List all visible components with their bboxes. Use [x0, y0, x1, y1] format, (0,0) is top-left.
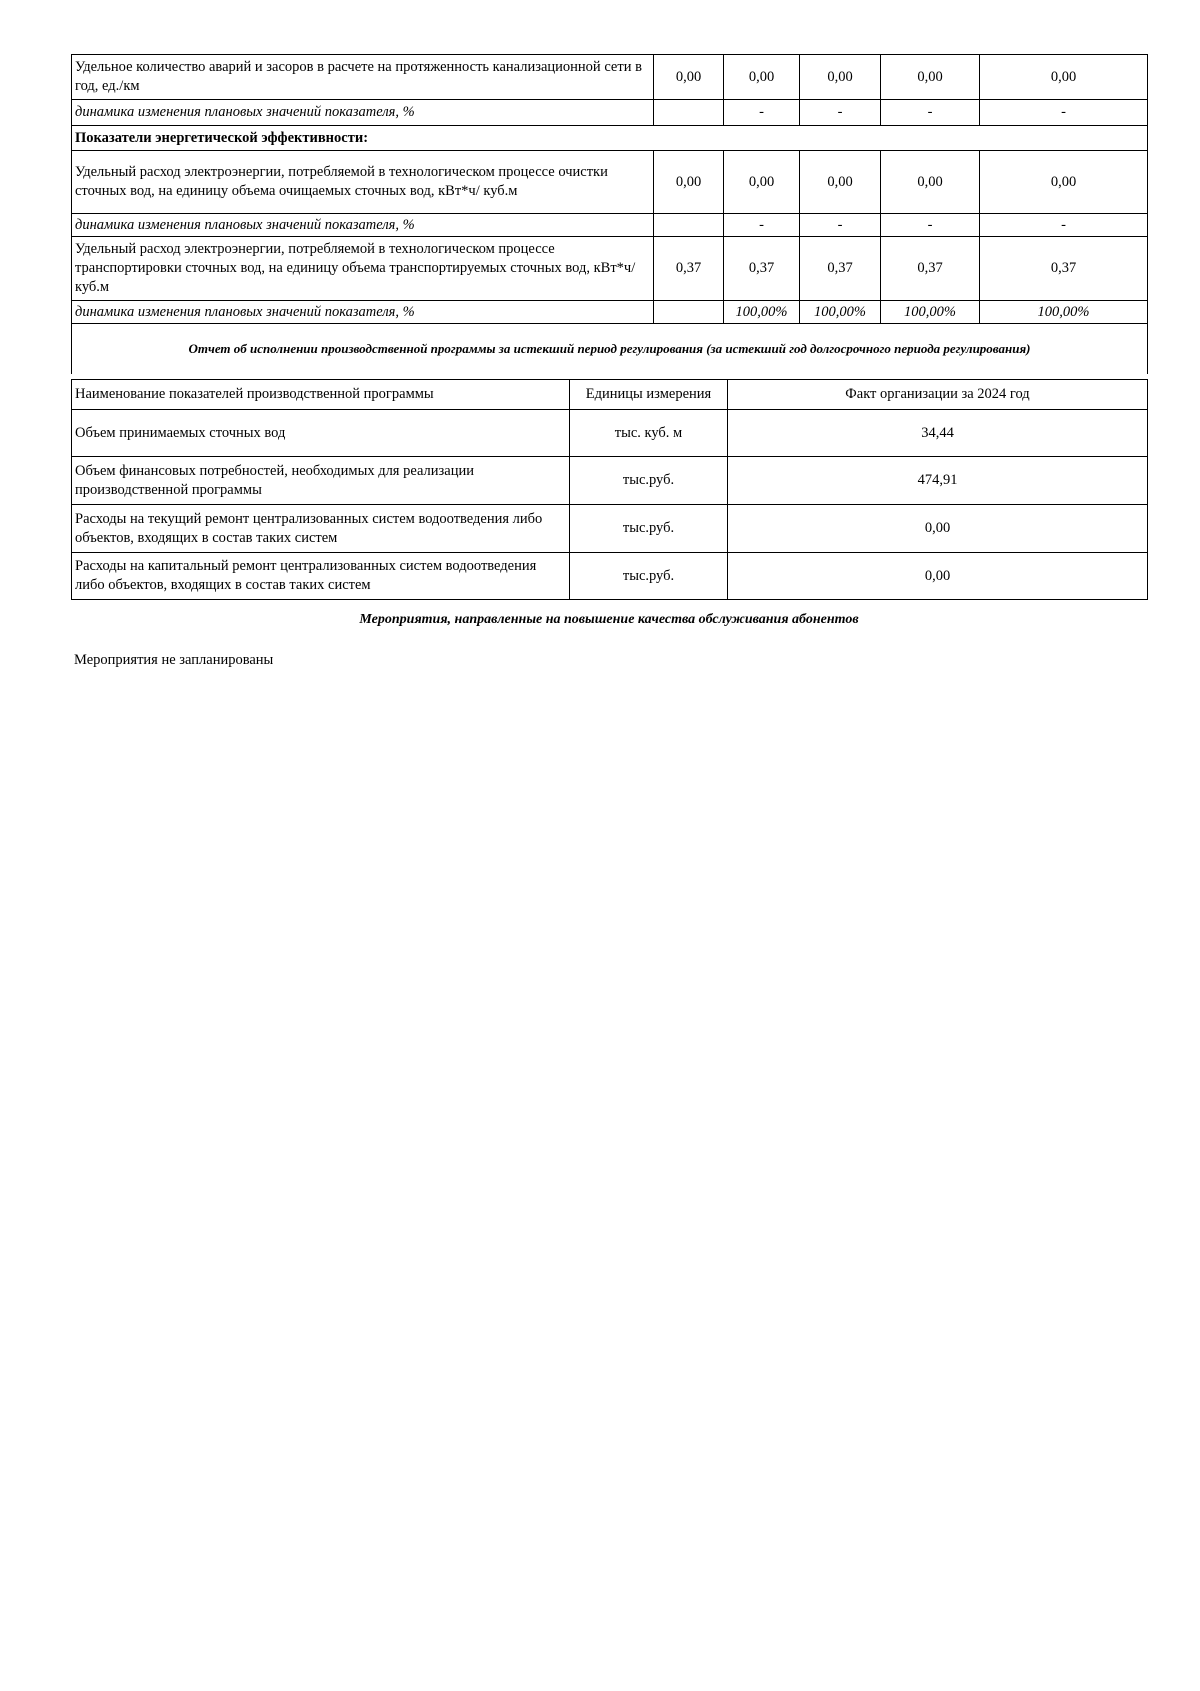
report-name: Объем финансовых потребностей, необходимых для реализации производственной программы	[72, 457, 570, 505]
dynamics-value: -	[881, 214, 980, 237]
report-table	[71, 379, 1148, 600]
indicator-value: 0,00	[980, 55, 1148, 100]
dynamics-value: -	[980, 100, 1148, 126]
table-row	[72, 151, 1148, 214]
table-row	[72, 214, 1148, 237]
dynamics-value	[654, 301, 724, 324]
section-heading: Показатели энергетической эффективности:	[72, 126, 1148, 151]
table-header-row	[72, 380, 1148, 410]
table-row	[72, 100, 1148, 126]
dynamics-value: 100,00%	[881, 301, 980, 324]
table-row	[72, 457, 1148, 505]
header-unit: Единицы измерения	[570, 380, 728, 410]
report-fact: 0,00	[728, 505, 1148, 553]
report-name: Расходы на капитальный ремонт централизованных систем водоотведения либо объектов, входящих в состав таких систем	[72, 553, 570, 600]
dynamics-value: 100,00%	[724, 301, 800, 324]
indicator-value: 0,37	[980, 237, 1148, 301]
dynamics-value: -	[980, 214, 1148, 237]
table-row	[72, 410, 1148, 457]
table-row	[72, 237, 1148, 301]
indicator-label: Удельный расход электроэнергии, потребляемой в технологическом процессе транспортировки сточных вод, на единицу объема транспортируемых сточных вод, кВт*ч/ куб.м	[72, 237, 654, 301]
measures-title: Мероприятия, направленные на повышение качества обслуживания абонентов	[359, 612, 859, 627]
indicator-value: 0,00	[800, 55, 881, 100]
report-unit: тыс.руб.	[570, 505, 728, 553]
table-row	[72, 301, 1148, 324]
dynamics-label: динамика изменения плановых значений показателя, %	[72, 214, 654, 237]
report-caption: Отчет об исполнении производственной программы за истекший период регулирования (за истекший год долгосрочного периода регулирования)	[72, 324, 1148, 374]
dynamics-value: 100,00%	[800, 301, 881, 324]
header-name: Наименование показателей производственной программы	[72, 380, 570, 410]
indicator-value: 0,37	[881, 237, 980, 301]
dynamics-value: 100,00%	[980, 301, 1148, 324]
table-row	[72, 126, 1148, 151]
indicator-label: Удельный расход электроэнергии, потребляемой в технологическом процессе очистки сточных вод, на единицу объема очищаемых сточных вод, кВт*ч/ куб.м	[72, 151, 654, 214]
indicator-value: 0,00	[881, 151, 980, 214]
dynamics-value: -	[881, 100, 980, 126]
report-fact: 474,91	[728, 457, 1148, 505]
header-fact: Факт организации за 2024 год	[728, 380, 1148, 410]
indicator-label: Удельное количество аварий и засоров в расчете на протяженность канализационной сети в год, ед./км	[72, 55, 654, 100]
dynamics-value	[654, 214, 724, 237]
report-unit: тыс.руб.	[570, 457, 728, 505]
table-row	[72, 553, 1148, 600]
report-unit: тыс. куб. м	[570, 410, 728, 457]
indicator-value: 0,37	[654, 237, 724, 301]
report-unit: тыс.руб.	[570, 553, 728, 600]
indicator-value: 0,00	[724, 151, 800, 214]
dynamics-value: -	[724, 214, 800, 237]
dynamics-value	[654, 100, 724, 126]
dynamics-value: -	[800, 100, 881, 126]
indicator-value: 0,00	[980, 151, 1148, 214]
report-name: Объем принимаемых сточных вод	[72, 410, 570, 457]
dynamics-value: -	[800, 214, 881, 237]
measures-text: Мероприятия не запланированы	[74, 652, 274, 668]
indicator-value: 0,00	[800, 151, 881, 214]
table-row	[72, 324, 1148, 374]
indicator-value: 0,00	[724, 55, 800, 100]
report-name: Расходы на текущий ремонт централизованных систем водоотведения либо объектов, входящих в состав таких систем	[72, 505, 570, 553]
indicator-value: 0,00	[654, 55, 724, 100]
table-row	[72, 55, 1148, 100]
indicator-value: 0,37	[724, 237, 800, 301]
report-fact: 34,44	[728, 410, 1148, 457]
report-fact: 0,00	[728, 553, 1148, 600]
indicators-table	[71, 54, 1148, 374]
indicator-value: 0,37	[800, 237, 881, 301]
indicator-value: 0,00	[881, 55, 980, 100]
indicator-value: 0,00	[654, 151, 724, 214]
dynamics-value: -	[724, 100, 800, 126]
table-row	[72, 505, 1148, 553]
dynamics-label: динамика изменения плановых значений показателя, %	[72, 301, 654, 324]
dynamics-label: динамика изменения плановых значений показателя, %	[72, 100, 654, 126]
